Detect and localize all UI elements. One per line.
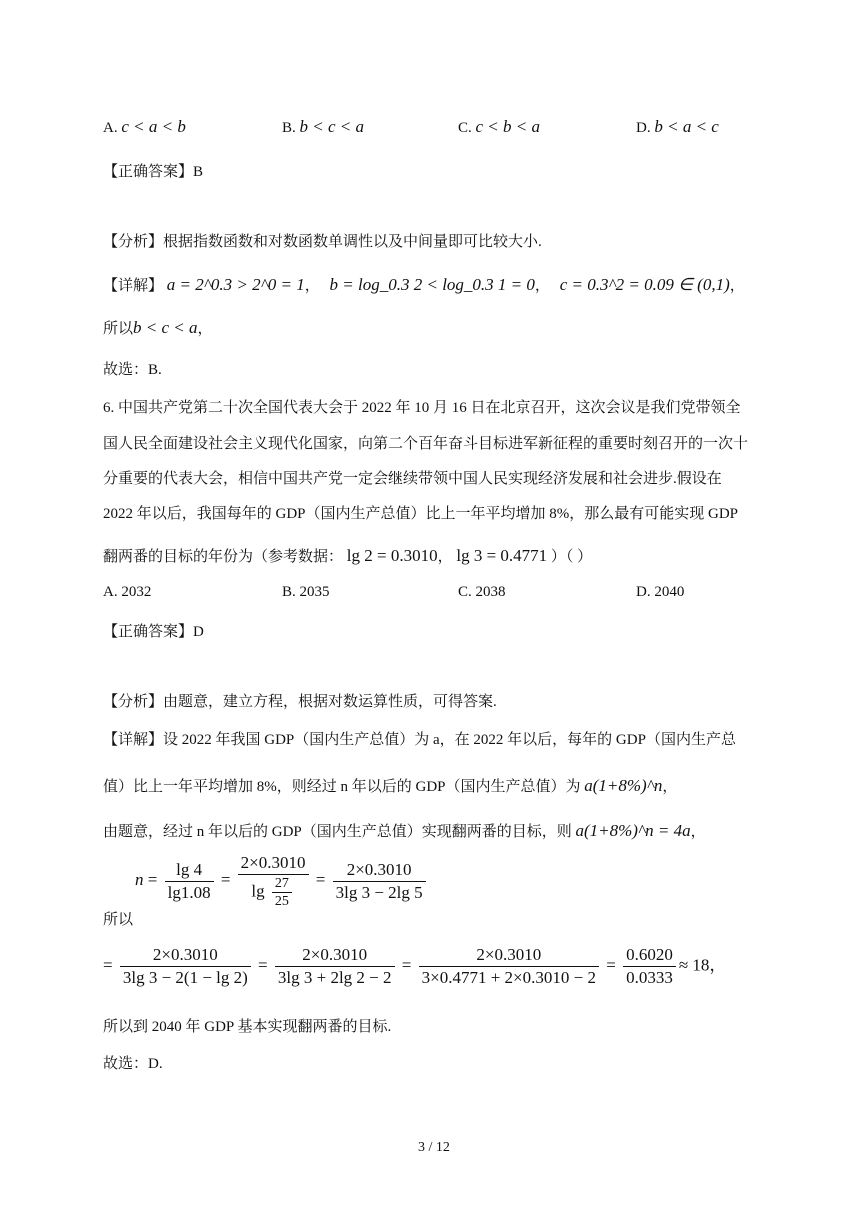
q5-answer: 【正确答案】B (103, 164, 204, 180)
q6-so: 所以 (103, 912, 134, 928)
q5-option-b: B. b < c < a (282, 117, 365, 136)
fraction: $\frac{2\times 0.3010}{3\times 0.4771 + 2\times 0.3010 - 2}$ (419, 944, 599, 989)
q5-detail: 【详解】 a = 2^0.3 > 2^0 = 1， b = log_0.3 2 < log_0.3 1 = 0， c = 0.3^2 = 0.09 ∈ (0,1)， (103, 275, 745, 294)
q6-answer: 【正确答案】D (103, 624, 204, 640)
fraction: $\frac{\lg 4}{\lg 1.08}$ (165, 859, 214, 904)
q6-stem-line: 2022 年以后，我国每年的 GDP（国内生产总值）比上一年平均增加 8%，那么最有可能实现 GDP (103, 506, 739, 522)
fraction: $\frac{27}{25}$ (272, 875, 292, 910)
q6-option-b: B. 2035 (282, 584, 330, 600)
q6-analysis: 【分析】由题意，建立方程，根据对数运算性质，可得答案. (103, 694, 497, 710)
equation-n: n = $\frac{\lg 4}{\lg 1.08}$ = 2×0.3010 lg $\frac{27}{25}$ = $\frac{2\times 0.3010}{3\lg 3 - 2\lg 5}$ (135, 852, 429, 910)
q5-analysis: 【分析】根据指数函数和对数函数单调性以及中间量即可比较大小. (103, 234, 542, 250)
q6-option-a: A. 2032 (103, 584, 152, 600)
fraction: $\frac{0.6020}{0.0333}$ (623, 944, 676, 989)
q6-detail-line: 值）比上一年平均增加 8%，则经过 n 年以后的 GDP（国内生产总值）为 a(1+8%)^n， (103, 776, 678, 795)
q5-choose: 故选：B. (103, 362, 162, 378)
q6-option-d: D. 2040 (636, 584, 685, 600)
fraction: $\frac{2\times 0.3010}{3\lg 3 - 2(1 - \lg 2)}$ (120, 944, 251, 989)
q6-stem-line: 国人民全面建设社会主义现代化国家，向第二个百年奋斗目标进军新征程的重要时刻召开的一次十 (103, 436, 749, 452)
fraction: $\frac{2\times 0.3010}{3\lg 3 - 2\lg 5}$ (333, 859, 426, 904)
q6-detail-line: 由题意，经过 n 年以后的 GDP（国内生产总值）实现翻两番的目标，则 a(1+8%)^n = 4a， (103, 821, 706, 840)
q6-stem-line: 分重要的代表大会，相信中国共产党一定会继续带领中国人民实现经济发展和社会进步.假设在 (103, 471, 722, 487)
fraction: $\frac{2\times 0.3010}{3\lg 3 + 2\lg 2 - 2}$ (275, 944, 395, 989)
q6-choose: 故选：D. (103, 1056, 163, 1072)
q6-option-c: C. 2038 (458, 584, 506, 600)
q6-stem-line: 6. 中国共产党第二十次全国代表大会于 2022 年 10 月 16 日在北京召开，这次会议是我们党带领全 (103, 400, 741, 416)
q6-detail-line: 【详解】设 2022 年我国 GDP（国内生产总值）为 a，在 2022 年以后，每年的 GDP（国内生产总 (103, 732, 736, 748)
equation-chain: = $\frac{2\times 0.3010}{3\lg 3 - 2(1 - \lg 2)}$ = $\frac{2\times 0.3010}{3\lg 3 + 2\lg 2 - 2}$ = $\frac{2\times 0.3010}{3\times 0.4771 + 2\times 0.3010 - 2}$ = $\frac{0.6020}{0.0333}$ ≈ 18， (103, 945, 727, 987)
q5-so: 所以b < c < a， (103, 318, 213, 337)
page-number: 3 / 12 (418, 1140, 450, 1155)
q5-option-c: C. c < b < a (458, 117, 541, 136)
q6-conclusion: 所以到 2040 年 GDP 基本实现翻两番的目标. (103, 1019, 392, 1035)
q5-option-d: D. b < a < c (636, 117, 719, 136)
q5-option-a: A. c < a < b (103, 117, 186, 136)
q6-stem-line-last: 翻两番的目标的年份为（参考数据： lg 2 = 0.3010， lg 3 = 0.4771 ）（ ） (103, 546, 593, 565)
fraction: 2×0.3010 lg $\frac{27}{25}$ (238, 852, 309, 910)
